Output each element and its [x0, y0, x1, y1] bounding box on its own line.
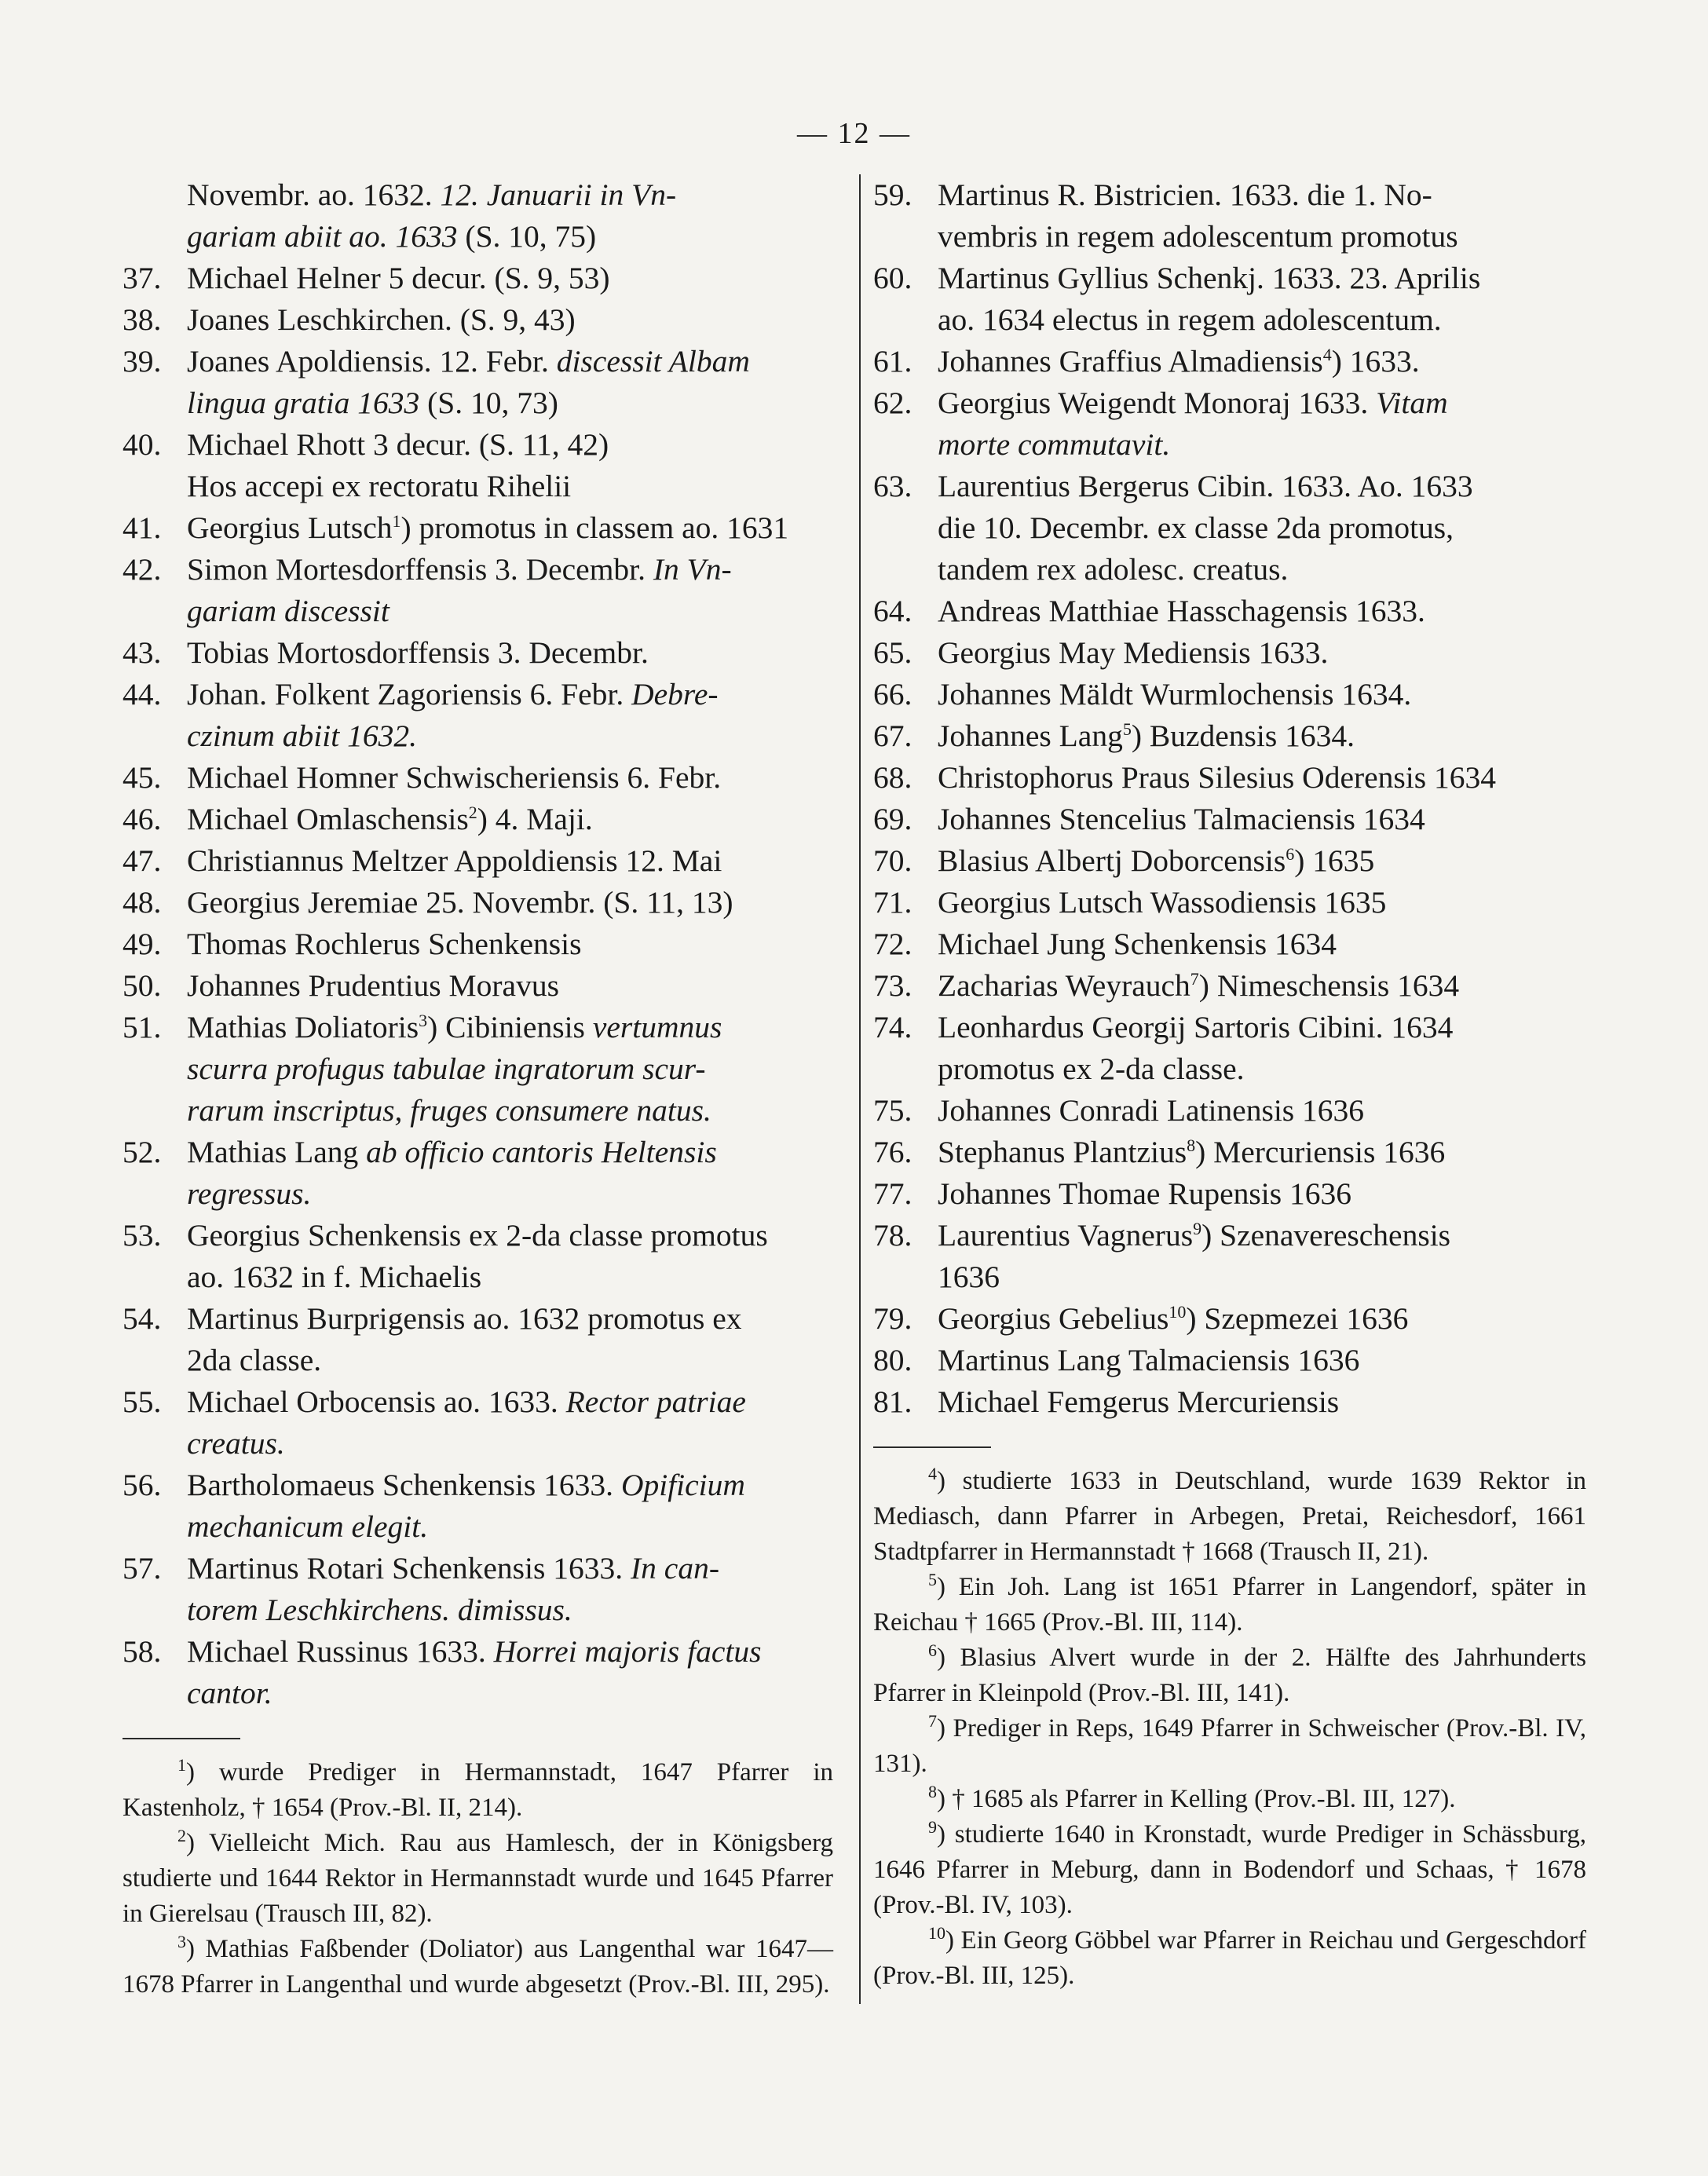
list-item: [873, 1090, 1586, 1132]
entry-line: Zacharias Weyrauch$^7$) Nimeschensis 1634: [938, 968, 1460, 1003]
list-item: [123, 1631, 833, 1714]
list-item: [123, 1215, 833, 1298]
entry-number: 70.: [873, 843, 913, 878]
entry-number: 51.: [123, 1010, 162, 1044]
entry-line: Michael Orbocensis ao. 1633. Rector patriae: [187, 1384, 746, 1419]
footnote-separator: [873, 1446, 991, 1448]
entry-number: 39.: [123, 344, 162, 379]
entry-number: 79.: [873, 1301, 913, 1336]
entry-line: 1636: [938, 1260, 1000, 1294]
list-item: [873, 1132, 1586, 1173]
entry-line: Michael Femgerus Mercuriensis: [938, 1384, 1340, 1419]
entry-number: 56.: [123, 1468, 162, 1502]
footnote: $^1$) wurde Prediger in Hermannstadt, 1647 Pfarrer in Kastenholz, † 1654 (Prov.-Bl. II, 214).: [123, 1755, 833, 1822]
list-item: [873, 1298, 1586, 1340]
entry-line: Blasius Albertj Doborcensis$^6$) 1635: [938, 843, 1375, 878]
entry-number: 41.: [123, 510, 162, 545]
entry-number: 45.: [123, 760, 162, 795]
entry-line: lingua gratia 1633 (S. 10, 73): [187, 386, 558, 420]
entry-line: ao. 1632 in f. Michaelis: [187, 1260, 482, 1294]
entry-number: 49.: [123, 927, 162, 961]
entry-number: 68.: [873, 760, 913, 795]
footnote-separator: [123, 1738, 240, 1739]
entry-line: cantor.: [187, 1676, 272, 1710]
entry-line: Martinus Lang Talmaciensis 1636: [938, 1343, 1360, 1377]
list-item: [873, 799, 1586, 840]
entry-line: Johannes Lang$^5$) Buzdensis 1634.: [938, 719, 1355, 753]
footnote: $^7$) Prediger in Reps, 1649 Pfarrer in Schweischer (Prov.-Bl. IV, 131).: [873, 1711, 1586, 1778]
entry-number: 50.: [123, 968, 162, 1003]
entry-number: 58.: [123, 1634, 162, 1669]
list-item: [873, 840, 1586, 882]
list-item: [873, 1215, 1586, 1298]
entry-line: Simon Mortesdorffensis 3. Decembr. In Vn-: [187, 552, 732, 587]
footnote: $^8$) † 1685 als Pfarrer in Kelling (Prov.-Bl. III, 127).: [928, 1782, 1456, 1813]
list-item: [123, 1298, 833, 1381]
entry-line: promotus ex 2-da classe.: [938, 1051, 1245, 1086]
entry-line: Michael Russinus 1633. Horrei majoris factus: [187, 1634, 762, 1669]
list-item: [873, 1173, 1586, 1215]
list-item: [123, 965, 833, 1007]
entry-line: gariam discessit: [187, 594, 390, 628]
entry-line: 2da classe.: [187, 1343, 322, 1377]
entry-line: Johannes Graffius Almadiensis$^4$) 1633.: [938, 344, 1420, 379]
list-item: [873, 1007, 1586, 1090]
entry-line: Georgius Lutsch Wassodiensis 1635: [938, 885, 1387, 920]
entry-line: Martinus Gyllius Schenkj. 1633. 23. Aprilis: [938, 261, 1481, 295]
entry-line: Georgius Schenkensis ex 2-da classe promotus: [187, 1218, 768, 1253]
list-item: [123, 341, 833, 424]
entry-line: Michael Rhott 3 decur. (S. 11, 42): [187, 427, 609, 462]
entry-line: ao. 1634 electus in regem adolescentum.: [938, 302, 1442, 337]
entry-line: Johannes Conradi Latinensis 1636: [938, 1093, 1365, 1128]
list-item: [123, 1381, 833, 1465]
entry-line: Georgius May Mediensis 1633.: [938, 635, 1329, 670]
footnote: $^4$) studierte 1633 in Deutschland, wurde 1639 Rektor in Mediasch, dann Pfarrer in Arbegen, Pretai, Reichesdorf, 1661 Stadtpfarrer in Hermannstadt † 1668 (Trausch II, 21).: [873, 1464, 1586, 1566]
list-item: [873, 341, 1586, 382]
entry-line: Mathias Doliatoris$^3$) Cibiniensis vertumnus: [187, 1010, 722, 1044]
entry-line: Johannes Thomae Rupensis 1636: [938, 1176, 1351, 1211]
entry-line: Martinus Rotari Schenkensis 1633. In can-: [187, 1551, 719, 1585]
entry-line: Tobias Mortosdorffensis 3. Decembr.: [187, 635, 649, 670]
entry-line: Martinus R. Bistricien. 1633. die 1. No-: [938, 177, 1432, 212]
entry-line: Mathias Lang ab officio cantoris Heltensis: [187, 1135, 717, 1169]
entry-line: Michael Omlaschensis$^2$) 4. Maji.: [187, 802, 593, 836]
list-item: [123, 258, 833, 299]
entry-line: Martinus Burprigensis ao. 1632 promotus ex: [187, 1301, 742, 1336]
list-item: [873, 882, 1586, 923]
list-item: [123, 466, 833, 507]
entry-number: 69.: [873, 802, 913, 836]
entry-line: Johan. Folkent Zagoriensis 6. Febr. Debre-: [187, 677, 719, 711]
entry-number: 73.: [873, 968, 913, 1003]
list-item: [123, 1548, 833, 1631]
entry-line: tandem rex adolesc. creatus.: [938, 552, 1289, 587]
entry-number: 46.: [123, 802, 162, 836]
list-item: [873, 258, 1586, 341]
list-item: [873, 174, 1586, 258]
list-item: [123, 840, 833, 882]
entry-number: 67.: [873, 719, 913, 753]
entry-number: 62.: [873, 386, 913, 420]
entry-line: Laurentius Vagnerus$^9$) Szenavereschensis: [938, 1218, 1451, 1253]
entry-line: Johannes Stencelius Talmaciensis 1634: [938, 802, 1425, 836]
footnote: $^3$) Mathias Faßbender (Doliator) aus Langenthal war 1647—1678 Pfarrer in Langenthal und wurde abgesetzt (Prov.-Bl. III, 295).: [123, 1932, 833, 1999]
entry-number: 43.: [123, 635, 162, 670]
entry-line: Stephanus Plantzius$^8$) Mercuriensis 1636: [938, 1135, 1446, 1169]
list-item: [873, 674, 1586, 715]
entry-number: 81.: [873, 1384, 913, 1419]
list-item: [123, 923, 833, 965]
list-item: [123, 1007, 833, 1132]
list-item: [873, 1381, 1586, 1423]
entry-line: Joanes Leschkirchen. (S. 9, 43): [187, 302, 576, 337]
footnote: $^5$) Ein Joh. Lang ist 1651 Pfarrer in Langendorf, später in Reichau † 1665 (Prov.-Bl. III, 114).: [873, 1570, 1586, 1637]
list-item: [123, 674, 833, 757]
entry-number: 37.: [123, 261, 162, 295]
entry-number: 42.: [123, 552, 162, 587]
entry-line: rarum inscriptus, fruges consumere natus.: [187, 1093, 711, 1128]
entry-number: 57.: [123, 1551, 162, 1585]
list-item: [123, 507, 833, 549]
list-item: [123, 299, 833, 341]
left-column: [123, 174, 833, 2002]
list-item: [873, 632, 1586, 674]
entry-line: Christiannus Meltzer Appoldiensis 12. Mai: [187, 843, 722, 878]
footnote: $^{10}$) Ein Georg Göbbel war Pfarrer in Reichau und Gergeschdorf (Prov.-Bl. III, 125).: [873, 1923, 1586, 1990]
entry-line: Georgius Lutsch$^1$) promotus in classem ao. 1631: [187, 510, 789, 545]
list-item: [873, 923, 1586, 965]
entry-number: 40.: [123, 427, 162, 462]
entry-line: Christophorus Praus Silesius Oderensis 1634: [938, 760, 1496, 795]
list-item: [123, 1132, 833, 1215]
entry-number: 80.: [873, 1343, 913, 1377]
footnote: $^9$) studierte 1640 in Kronstadt, wurde Prediger in Schässburg, 1646 Pfarrer in Meburg, dann in Bodendorf und Schaas, † 1678 (Prov.-Bl. IV, 103).: [873, 1817, 1586, 1919]
entry-line: Michael Jung Schenkensis 1634: [938, 927, 1337, 961]
entry-line: Michael Homner Schwischeriensis 6. Febr.: [187, 760, 722, 795]
entry-number: 71.: [873, 885, 913, 920]
page-number: — 12 —: [797, 117, 911, 150]
entry-line: mechanicum elegit.: [187, 1509, 429, 1544]
entry-line: Georgius Gebelius$^{10}$) Szepmezei 1636: [938, 1301, 1409, 1336]
entry-line: Joanes Apoldiensis. 12. Febr. discessit Albam: [187, 344, 750, 379]
entry-number: 65.: [873, 635, 913, 670]
entry-number: 76.: [873, 1135, 913, 1169]
entry-line: Johannes Prudentius Moravus: [187, 968, 559, 1003]
list-item: [873, 382, 1586, 466]
entry-line: Thomas Rochlerus Schenkensis: [187, 927, 582, 961]
entry-line: die 10. Decembr. ex classe 2da promotus,: [938, 510, 1454, 545]
entry-line: Leonhardus Georgij Sartoris Cibini. 1634: [938, 1010, 1454, 1044]
entry-line: morte commutavit.: [938, 427, 1171, 462]
column-divider: [859, 174, 861, 2004]
entry-number: 54.: [123, 1301, 162, 1336]
entry-number: 75.: [873, 1093, 913, 1128]
entry-number: 74.: [873, 1010, 913, 1044]
entry-line: Johannes Mäldt Wurmlochensis 1634.: [938, 677, 1412, 711]
entry-line: Georgius Jeremiae 25. Novembr. (S. 11, 13): [187, 885, 733, 920]
list-item: [123, 799, 833, 840]
entry-line: Laurentius Bergerus Cibin. 1633. Ao. 1633: [938, 469, 1473, 503]
entry-number: 55.: [123, 1384, 162, 1419]
entry-number: 72.: [873, 927, 913, 961]
footnote: $^6$) Blasius Alvert wurde in der 2. Hälfte des Jahrhunderts Pfarrer in Kleinpold (Prov.-Bl. III, 141).: [873, 1640, 1586, 1707]
entry-number: 48.: [123, 885, 162, 920]
entry-line: czinum abiit 1632.: [187, 719, 417, 753]
list-item: [873, 466, 1586, 591]
entry-line: scurra profugus tabulae ingratorum scur-: [187, 1051, 706, 1086]
entry-number: 44.: [123, 677, 162, 711]
entry-number: 66.: [873, 677, 913, 711]
entry-line: Georgius Weigendt Monoraj 1633. Vitam: [938, 386, 1448, 420]
entry-line: torem Leschkirchens. dimissus.: [187, 1593, 572, 1627]
list-item: [873, 965, 1586, 1007]
list-item: [873, 715, 1586, 757]
entry-line: creatus.: [187, 1426, 285, 1461]
list-item: [873, 591, 1586, 632]
entry-number: 59.: [873, 177, 913, 212]
entry-line: Hos accepi ex rectoratu Rihelii: [187, 469, 572, 503]
list-item: [873, 757, 1586, 799]
list-item: [123, 424, 833, 466]
entry-line: Bartholomaeus Schenkensis 1633. Opificium: [187, 1468, 745, 1502]
entry-number: 53.: [123, 1218, 162, 1253]
entry-line: Andreas Matthiae Hasschagensis 1633.: [938, 594, 1425, 628]
entry-number: 61.: [873, 344, 913, 379]
entry-number: 77.: [873, 1176, 913, 1211]
entry-number: 63.: [873, 469, 913, 503]
continuation-line: Novembr. ao. 1632. 12. Januarii in Vn-: [187, 177, 677, 212]
list-item: [123, 882, 833, 923]
right-column: [873, 174, 1586, 1994]
list-item: [123, 1465, 833, 1548]
entry-line: Michael Helner 5 decur. (S. 9, 53): [187, 261, 610, 295]
entry-number: 64.: [873, 594, 913, 628]
entry-line: vembris in regem adolescentum promotus: [938, 219, 1458, 254]
list-item: [123, 632, 833, 674]
continuation-line: gariam abiit ao. 1633 (S. 10, 75): [187, 219, 597, 254]
entry-number: 47.: [123, 843, 162, 878]
footnote: $^2$) Vielleicht Mich. Rau aus Hamlesch, der in Königsberg studierte und 1644 Rektor in Hermannstadt wurde und 1645 Pfarrer in Gierelsau (Trausch III, 82).: [123, 1826, 833, 1928]
entry-number: 38.: [123, 302, 162, 337]
entry-line: regressus.: [187, 1176, 312, 1211]
entry-number: 60.: [873, 261, 913, 295]
list-item: [873, 1340, 1586, 1381]
entry-number: 52.: [123, 1135, 162, 1169]
entry-number: 78.: [873, 1218, 913, 1253]
list-item: [123, 549, 833, 632]
list-item: [123, 757, 833, 799]
